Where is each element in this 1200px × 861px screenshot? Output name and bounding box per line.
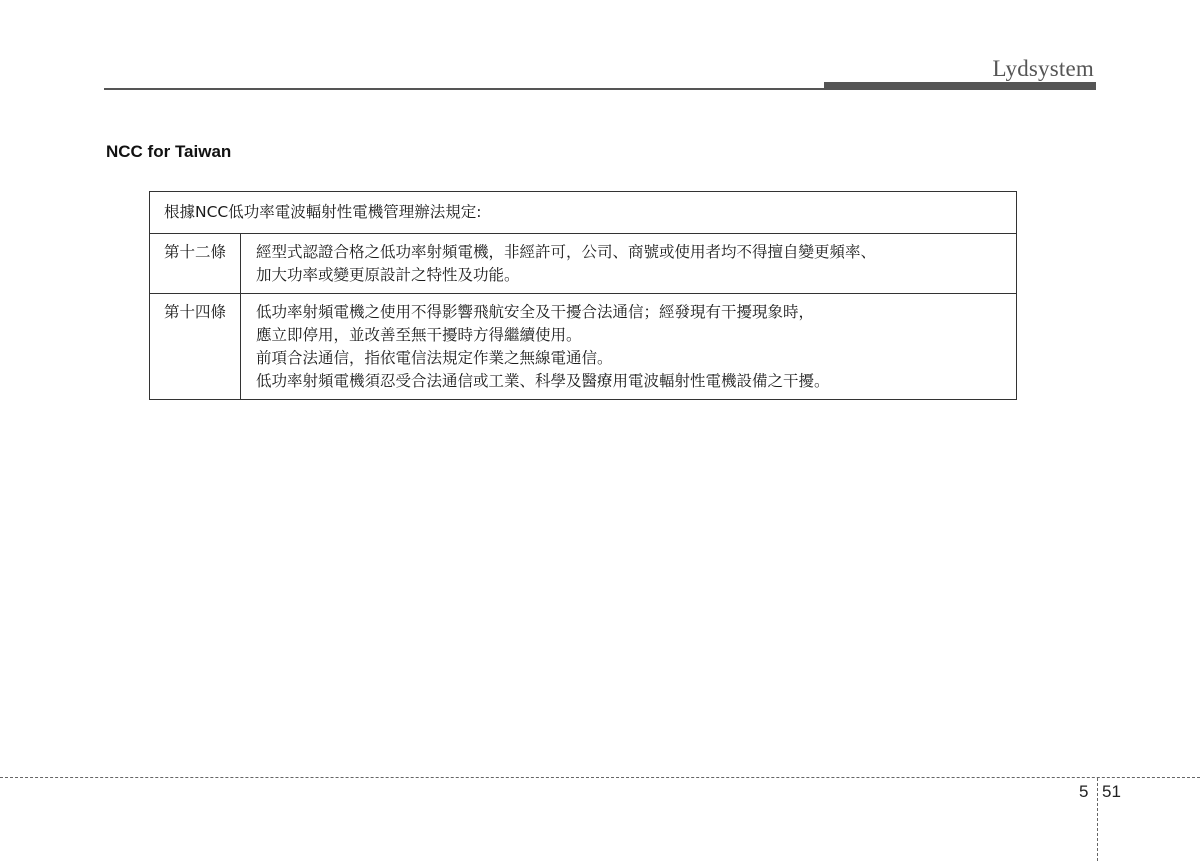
table-caption-row <box>150 192 1017 234</box>
article-text <box>241 294 1017 400</box>
article-text-line: 前項合法通信，指依電信法規定作業之無線電通信。 <box>256 349 613 367</box>
footer-page-divider <box>1097 778 1098 861</box>
article-text-line: 低功率射頻電機之使用不得影響飛航安全及干擾合法通信；經發現有干擾現象時， <box>256 303 815 321</box>
article-text-line: 加大功率或變更原設計之特性及功能。 <box>256 266 520 284</box>
article-text-line: 經型式認證合格之低功率射頻電機，非經許可，公司、商號或使用者均不得擅自變更頻率、 <box>256 243 877 261</box>
page-number: 51 <box>1102 782 1121 801</box>
section-number: 5 <box>1079 782 1089 801</box>
table-row <box>150 234 1017 294</box>
section-heading: NCC for Taiwan <box>106 142 232 161</box>
article-text-line: 低功率射頻電機須忍受合法通信或工業、科學及醫療用電波輻射性電機設備之干擾。 <box>256 372 830 390</box>
article-text-line: 應立即停用，並改善至無干擾時方得繼續使用。 <box>256 326 582 344</box>
page-header-title: Lydsystem <box>992 56 1094 81</box>
table-caption: 根據NCC低功率電波輻射性電機管理辦法規定: <box>150 192 1017 234</box>
table-row <box>150 294 1017 400</box>
article-label: 第十四條 <box>150 294 241 400</box>
footer-divider <box>0 777 1200 778</box>
article-label: 第十二條 <box>150 234 241 294</box>
regulation-table <box>149 191 1017 400</box>
header-rule <box>104 88 824 90</box>
header-rule-accent <box>824 82 1096 90</box>
article-text <box>241 234 1017 294</box>
